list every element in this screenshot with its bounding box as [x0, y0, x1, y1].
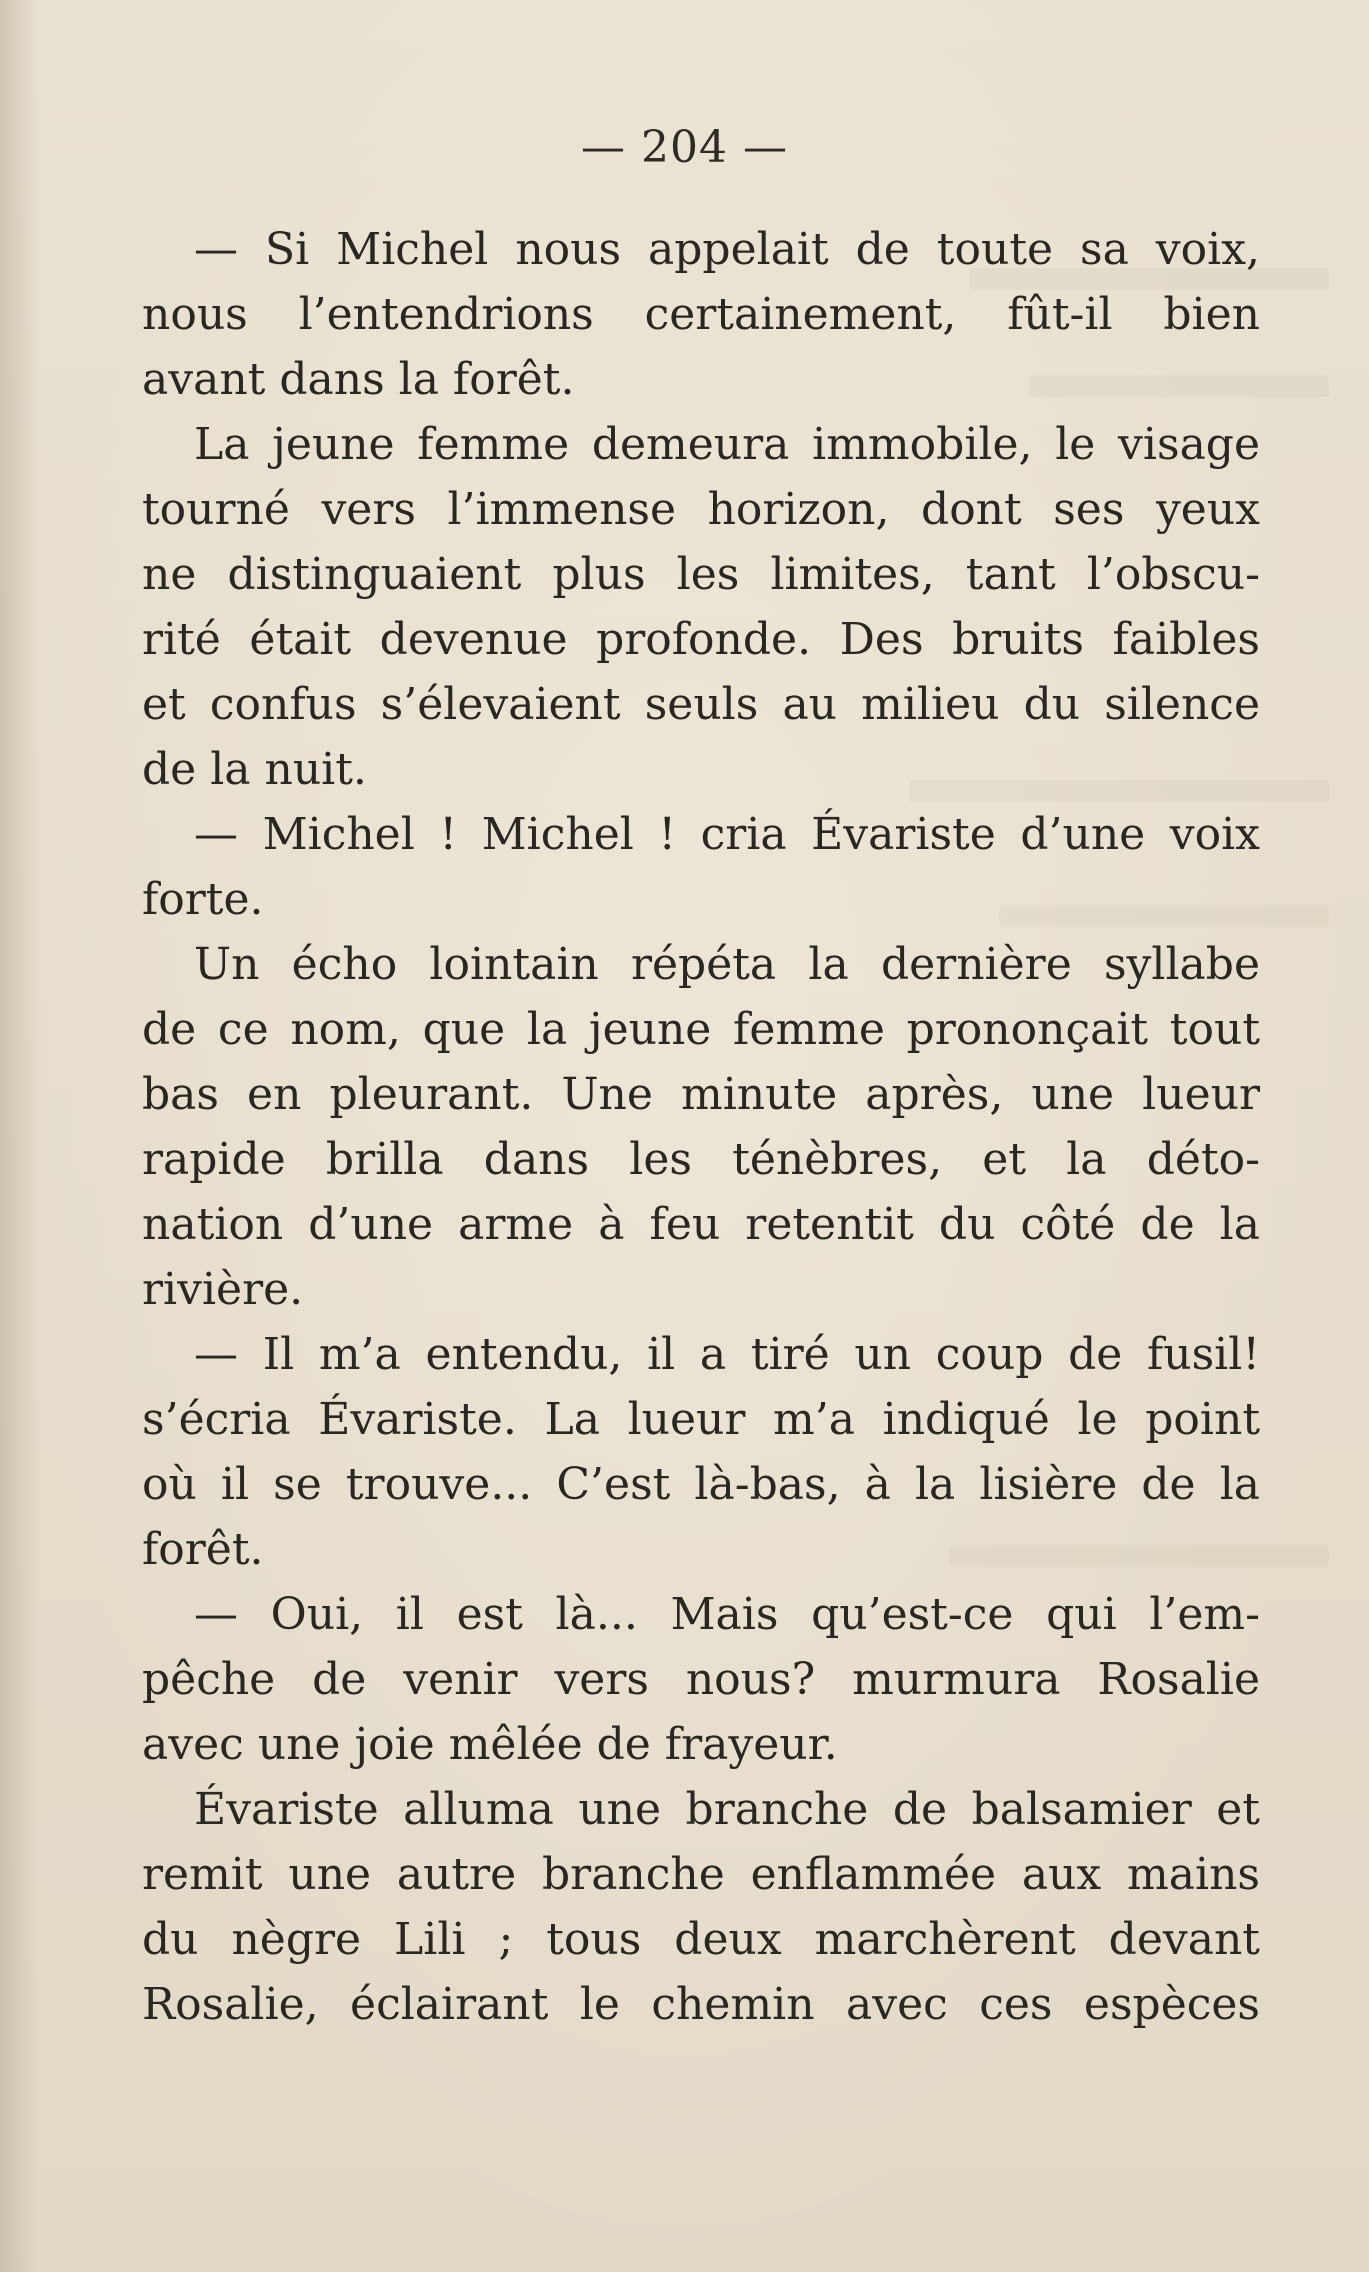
text-line: Un écho lointain répéta la dernière syllabe: [194, 939, 1260, 990]
text-line: tourné vers l’immense horizon, dont ses yeux: [142, 484, 1260, 535]
text-line: Rosalie, éclairant le chemin avec ces espèces: [142, 1979, 1260, 2030]
text-line: — Michel ! Michel ! cria Évariste d’une voix: [194, 809, 1260, 860]
text-line: bas en pleurant. Une minute après, une lueur: [142, 1069, 1260, 1120]
text-line: de la nuit.: [142, 744, 367, 795]
text-line: de ce nom, que la jeune femme prononçait tout: [142, 1004, 1260, 1055]
text-line: nous l’entendrions certainement, fût-il bien: [142, 289, 1260, 340]
page-edge-shadow: [0, 0, 40, 2272]
text-line: La jeune femme demeura immobile, le visage: [194, 419, 1260, 470]
body-text: [142, 217, 1260, 2037]
text-line: — Il m’a entendu, il a tiré un coup de fusil!: [194, 1329, 1260, 1380]
text-line: où il se trouve... C’est là-bas, à la lisière de la: [142, 1459, 1260, 1510]
text-line: remit une autre branche enflammée aux mains: [142, 1849, 1260, 1900]
page-number: — 204 —: [581, 122, 788, 173]
text-line: — Si Michel nous appelait de toute sa voix,: [194, 224, 1260, 275]
text-line: — Oui, il est là... Mais qu’est-ce qui l’em-: [194, 1589, 1260, 1640]
text-line: avec une joie mêlée de frayeur.: [142, 1719, 838, 1770]
text-line: nation d’une arme à feu retentit du côté de la: [142, 1199, 1260, 1250]
text-line: Évariste alluma une branche de balsamier et: [194, 1784, 1260, 1835]
text-line: rivière.: [142, 1264, 304, 1315]
text-line: rité était devenue profonde. Des bruits faibles: [142, 614, 1260, 665]
text-line: du nègre Lili ; tous deux marchèrent devant: [142, 1914, 1260, 1965]
text-line: ne distinguaient plus les limites, tant l’obscu-: [142, 549, 1260, 600]
text-line: pêche de venir vers nous? murmura Rosalie: [142, 1654, 1260, 1705]
text-line: forêt.: [142, 1524, 264, 1575]
text-line: et confus s’élevaient seuls au milieu du silence: [142, 679, 1260, 730]
text-line: forte.: [142, 874, 264, 925]
text-line: avant dans la forêt.: [142, 354, 575, 405]
text-line: s’écria Évariste. La lueur m’a indiqué le point: [142, 1394, 1260, 1445]
text-line: rapide brilla dans les ténèbres, et la déto-: [142, 1134, 1260, 1185]
